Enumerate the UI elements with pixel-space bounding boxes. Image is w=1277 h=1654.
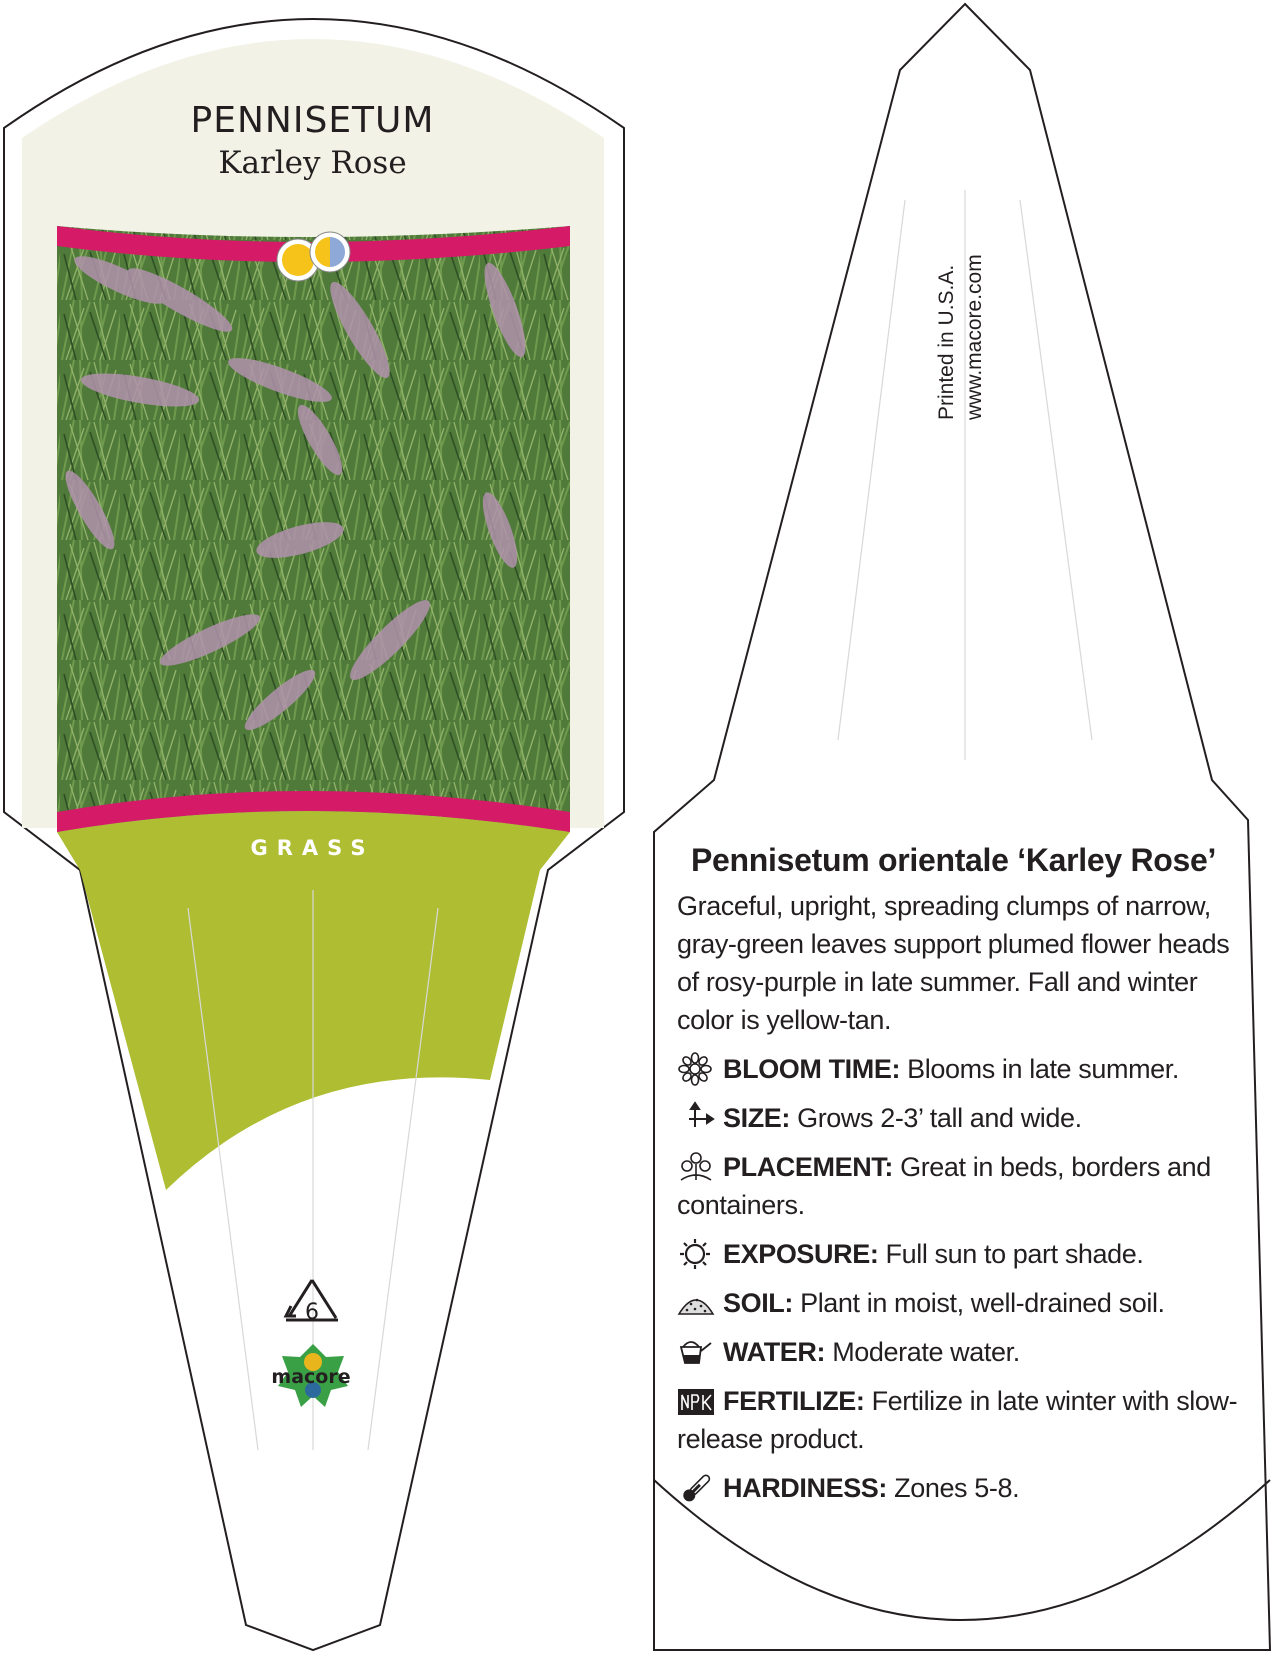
attribute-soil — [677, 1284, 1247, 1322]
attribute-text: Grows 2-3’ tall and wide. — [790, 1103, 1082, 1133]
back-content — [677, 842, 1247, 1507]
attribute-text: Fertilize in late winter with slow-release product. — [677, 1386, 1238, 1454]
attribute-exposure — [677, 1235, 1247, 1273]
flower-icon — [677, 1052, 715, 1086]
resin-code: 6 — [305, 1300, 319, 1325]
attribute-label: SOIL: — [723, 1288, 793, 1318]
attribute-text: Plant in moist, well-drained soil. — [793, 1288, 1165, 1318]
attribute-hardiness — [677, 1469, 1247, 1507]
attribute-text: Great in beds, borders and containers. — [677, 1152, 1211, 1220]
size-icon — [677, 1101, 715, 1135]
watering-can-icon — [677, 1335, 715, 1369]
sun-icon — [677, 1237, 715, 1271]
cultivar-name: Karley Rose — [218, 145, 407, 181]
attribute-label: SIZE: — [723, 1103, 791, 1133]
attribute-text: Blooms in late summer. — [900, 1054, 1179, 1084]
plant-photo — [57, 220, 570, 840]
placement-icon — [677, 1150, 715, 1184]
printed-website: www.macore.com — [963, 254, 986, 420]
printed-origin: Printed in U.S.A. — [935, 264, 958, 420]
plant-description: Graceful, upright, spreading clumps of narrow, gray-green leaves support plumed flower heads of rosy-purple in late summer. Fall and winter color is yellow-tan. — [677, 891, 1230, 1035]
part-shade-icon — [310, 232, 350, 272]
attribute-water — [677, 1333, 1247, 1371]
attribute-fertilize — [677, 1382, 1247, 1458]
attribute-placement — [677, 1148, 1247, 1224]
soil-icon — [677, 1286, 715, 1320]
attribute-text: Full sun to part shade. — [878, 1239, 1144, 1269]
attribute-label: EXPOSURE: — [723, 1239, 879, 1269]
npk-icon — [677, 1384, 715, 1418]
thermometer-icon — [677, 1471, 715, 1505]
attribute-label: FERTILIZE: — [723, 1386, 865, 1416]
attribute-text: Zones 5-8. — [887, 1473, 1020, 1503]
attribute-label: HARDINESS: — [723, 1473, 888, 1503]
attribute-label: PLACEMENT: — [723, 1152, 893, 1182]
attribute-text: Moderate water. — [825, 1337, 1020, 1367]
attribute-label: BLOOM TIME: — [723, 1054, 901, 1084]
brand-name: macore — [271, 1366, 351, 1388]
attribute-size — [677, 1099, 1247, 1137]
attribute-label: WATER: — [723, 1337, 826, 1367]
genus-name: PENNISETUM — [190, 100, 435, 141]
printed-note — [933, 190, 993, 420]
botanical-name: Pennisetum orientale ‘Karley Rose’ — [691, 842, 1217, 878]
attribute-bloom-time — [677, 1050, 1247, 1088]
plant-category: GRASS — [250, 836, 375, 860]
